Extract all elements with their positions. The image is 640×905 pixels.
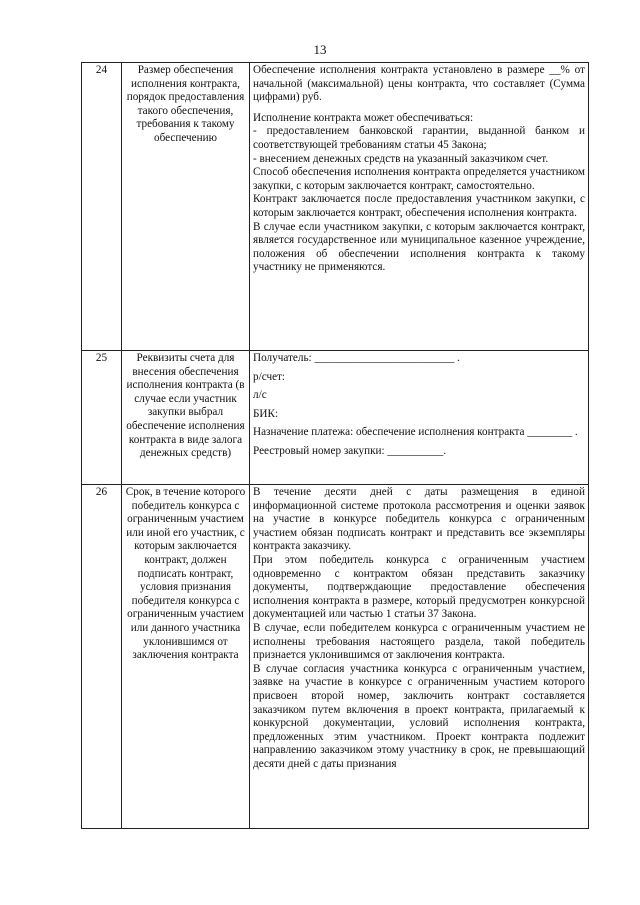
- paragraph: - предоставлением банковской гарантии, выданной банком и соответствующей требованиям статьи 45 Закона;: [253, 125, 585, 151]
- paragraph: Обеспечение исполнения контракта установлено в размере __% от начальной (максимальной) цены контракта, что составляет (Сумма цифрами) руб.: [253, 64, 585, 104]
- paragraph: При этом победитель конкурса с ограниченным участием одновременно с контрактом обязан представить заказчику документы, подтверждающие предоставление обеспечения исполнения контракта в размере, который предусмотрен конкурсной документацией или частью 1 статьи 37 Закона.: [253, 553, 585, 621]
- page-number: 13: [313, 42, 327, 57]
- bik-field: БИК:: [253, 407, 279, 420]
- recipient-field: Получатель: _________________________ .: [253, 352, 460, 364]
- payment-purpose-field: Назначение платежа: обеспечение исполнения контракта ________ .: [253, 426, 578, 439]
- paragraph: Исполнение контракта может обеспечиваться:: [253, 111, 474, 124]
- paragraph: Контракт заключается после предоставления участником закупки, с которым заключается контракт, обеспечения исполнения контракта.: [253, 193, 585, 219]
- row-number: 26: [82, 485, 122, 829]
- paragraph: В течение десяти дней с даты размещения в единой информационной системе протокола рассмотрения и оценки заявок на участие в конкурсе победитель конкурса с ограниченным участием обязан подписать контракт и представить все экземпляры контракта заказчику.: [253, 486, 585, 553]
- table-row: [82, 63, 589, 351]
- paragraph: В случае, если победителем конкурса с ограниченным участием не исполнены требования настоящего раздела, такой победитель признается уклонившимся от заключения контракта.: [253, 621, 585, 662]
- row-number: 24: [82, 63, 122, 351]
- paragraph: Способ обеспечения исполнения контракта определяется участником закупки, с которым заключается контракт, самостоятельно.: [253, 166, 585, 192]
- paragraph: - внесением денежных средств на указанный заказчиком счет.: [253, 152, 549, 165]
- row-title: Размер обеспечения исполнения контракта, порядок предоставления такого обеспечения, требования к такому обеспечению: [122, 63, 250, 351]
- row-number: 25: [82, 351, 122, 485]
- paragraph: В случае согласия участника конкурса с ограниченным участием, заявке на участие в конкурсе с ограниченным участием которого присвоен второй номер, заключить контракт составляется заказчиком путем включения в проект контракта, прилагаемый к конкурсной документации, условий исполнения контракта, предложенных этим участником. Проект контракта подлежит направлению заказчиком этому участнику в срок, не превышающий десяти дней с даты признания: [253, 662, 585, 770]
- table-row: [82, 351, 589, 485]
- personal-account-field: л/с: [253, 389, 267, 402]
- row-content: [250, 485, 589, 829]
- registry-number-field: Реестровый номер закупки: __________.: [253, 444, 447, 457]
- account-field: р/счет:: [253, 370, 286, 383]
- paragraph: В случае если участником закупки, с которым заключается контракт, является государственное или муниципальное казенное учреждение, положения об обеспечении исполнения контракта к такому участнику не применяются.: [253, 220, 585, 274]
- row-title: Реквизиты счета для внесения обеспечения исполнения контракта (в случае если участник закупки выбрал обеспечение исполнения контракта в виде залога денежных средств): [122, 351, 250, 485]
- row-content: [250, 351, 589, 485]
- row-title: Срок, в течение которого победитель конкурса с ограниченным участием или иной его участник, с которым заключается контракт, должен подписать контракт, условия признания победителя конкурса с ограниченным участием или данного участника уклонившимся от заключения контракта: [122, 485, 250, 829]
- row-content: [250, 63, 589, 351]
- table-row: [82, 485, 589, 829]
- requirements-table: [81, 62, 589, 829]
